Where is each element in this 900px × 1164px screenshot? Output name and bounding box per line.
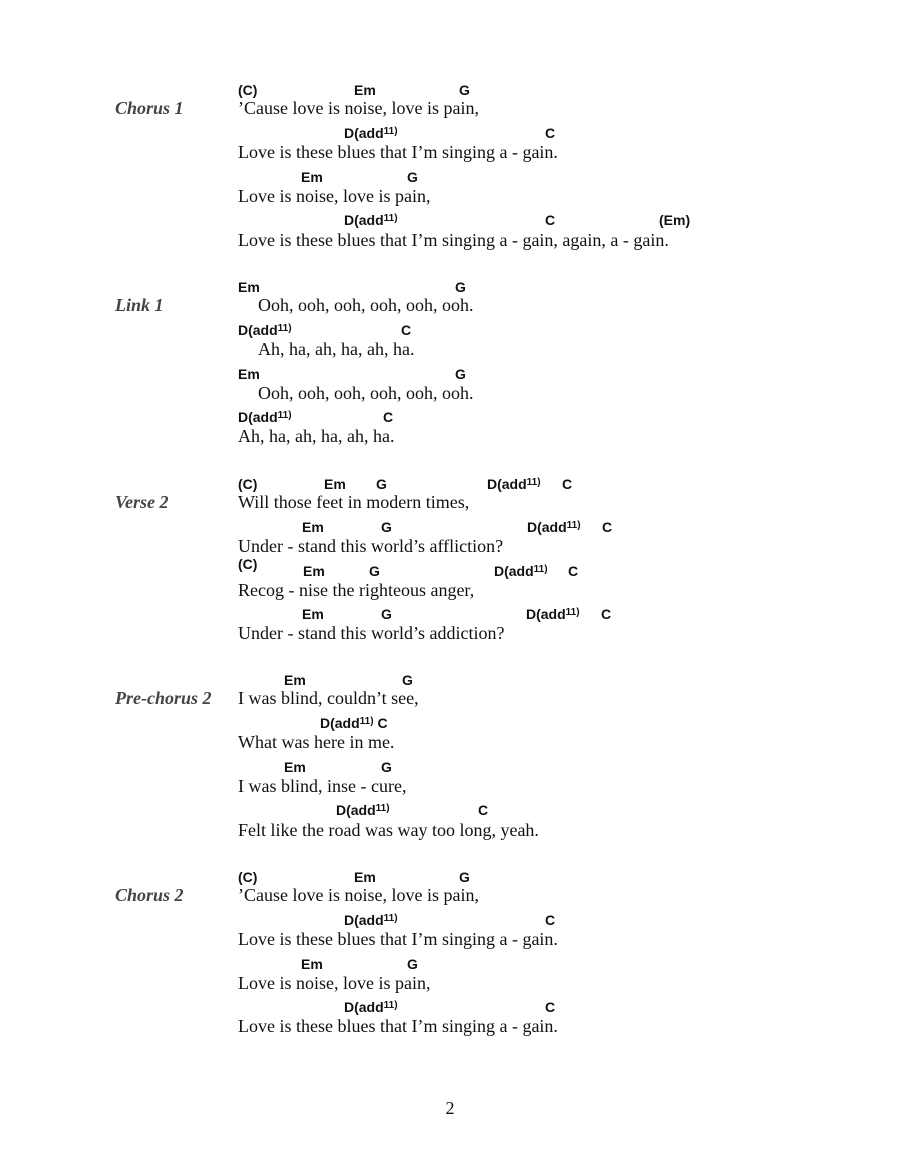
chord: C	[545, 125, 556, 141]
chord: G	[381, 606, 392, 622]
chord: G	[407, 956, 418, 972]
lyric-line: Will those feet in modern times,	[238, 492, 470, 512]
lyric-line: What was here in me.	[238, 732, 395, 752]
chord: Em	[324, 476, 346, 492]
lyric-line: I was blind, couldn’t see,	[238, 688, 419, 708]
chord-dadd11: D(add$^{11)}$	[344, 999, 398, 1015]
chord: C	[562, 476, 573, 492]
chord: Em	[301, 169, 323, 185]
chord: C	[383, 409, 394, 425]
lyric-line: Ooh, ooh, ooh, ooh, ooh, ooh.	[258, 383, 474, 403]
chord-dadd11: D(add$^{11)}$	[336, 802, 390, 818]
chord: C	[602, 519, 613, 535]
chord: C	[568, 563, 579, 579]
chord: Em	[284, 672, 306, 688]
lyric-line: Love is these blues that I’m singing a - gain, again, a - gain.	[238, 230, 669, 250]
lyric-line: ’Cause love is noise, love is pain,	[238, 98, 479, 118]
chord-dadd11: D(add$^{11)}$ C	[320, 715, 388, 731]
lyric-line: Ah, ha, ah, ha, ah, ha.	[238, 426, 395, 446]
lyric-line: Love is these blues that I’m singing a - gain.	[238, 929, 558, 949]
chord: Em	[302, 519, 324, 535]
chord: C	[545, 212, 556, 228]
chord-dadd11: D(add$^{11)}$	[526, 606, 580, 622]
chord-dadd11: D(add$^{11)}$	[527, 519, 581, 535]
section-label-chorus-2: Chorus 2	[115, 885, 184, 905]
chord: C	[545, 999, 556, 1015]
chord: C	[545, 912, 556, 928]
chord: G	[407, 169, 418, 185]
chord: Em	[303, 563, 325, 579]
chord: C	[401, 322, 412, 338]
chord: (C)	[238, 556, 258, 572]
section-label-chorus-1: Chorus 1	[115, 98, 184, 118]
lyric-line: Under - stand this world’s affliction?	[238, 536, 504, 556]
lyric-line: Ooh, ooh, ooh, ooh, ooh, ooh.	[258, 295, 474, 315]
chord: Em	[354, 82, 376, 98]
chord-dadd11: D(add$^{11)}$	[344, 125, 398, 141]
chord: (C)	[238, 869, 258, 885]
chord: G	[381, 519, 392, 535]
chord: Em	[354, 869, 376, 885]
lyric-line: Love is these blues that I’m singing a - gain.	[238, 1016, 558, 1036]
lyric-line: Love is noise, love is pain,	[238, 973, 431, 993]
chord: Em	[284, 759, 306, 775]
chord: (C)	[238, 476, 258, 492]
chord: G	[459, 82, 470, 98]
lyric-line: Love is noise, love is pain,	[238, 186, 431, 206]
chord-dadd11: D(add$^{11)}$	[344, 212, 398, 228]
section-label-verse-2: Verse 2	[115, 492, 169, 512]
chord-dadd11: D(add$^{11)}$	[487, 476, 541, 492]
lyric-line: ’Cause love is noise, love is pain,	[238, 885, 479, 905]
chord: Em	[302, 606, 324, 622]
chord: G	[455, 279, 466, 295]
chord: G	[402, 672, 413, 688]
chord: G	[381, 759, 392, 775]
chord: Em	[301, 956, 323, 972]
chord-dadd11: D(add$^{11)}$	[238, 322, 292, 338]
chord: (Em)	[659, 212, 691, 228]
section-label-link-1: Link 1	[115, 295, 164, 315]
chord-dadd11: D(add$^{11)}$	[494, 563, 548, 579]
chord: (C)	[238, 82, 258, 98]
chord-dadd11: D(add$^{11)}$	[238, 409, 292, 425]
chord: G	[376, 476, 387, 492]
section-label-pre-chorus-2: Pre-chorus 2	[115, 688, 212, 708]
lyric-line: I was blind, inse - cure,	[238, 776, 407, 796]
lyric-line: Under - stand this world’s addiction?	[238, 623, 505, 643]
lyric-line: Recog - nise the righteous anger,	[238, 580, 475, 600]
page-number: 2	[445, 1098, 455, 1118]
chord-dadd11: D(add$^{11)}$	[344, 912, 398, 928]
chord: G	[369, 563, 380, 579]
chord: G	[455, 366, 466, 382]
chord: Em	[238, 366, 260, 382]
chord: C	[601, 606, 612, 622]
chord: G	[459, 869, 470, 885]
lyric-line: Ah, ha, ah, ha, ah, ha.	[258, 339, 415, 359]
lyric-line: Felt like the road was way too long, yeah.	[238, 820, 539, 840]
chord: Em	[238, 279, 260, 295]
lyric-line: Love is these blues that I’m singing a - gain.	[238, 142, 558, 162]
chord: C	[478, 802, 489, 818]
